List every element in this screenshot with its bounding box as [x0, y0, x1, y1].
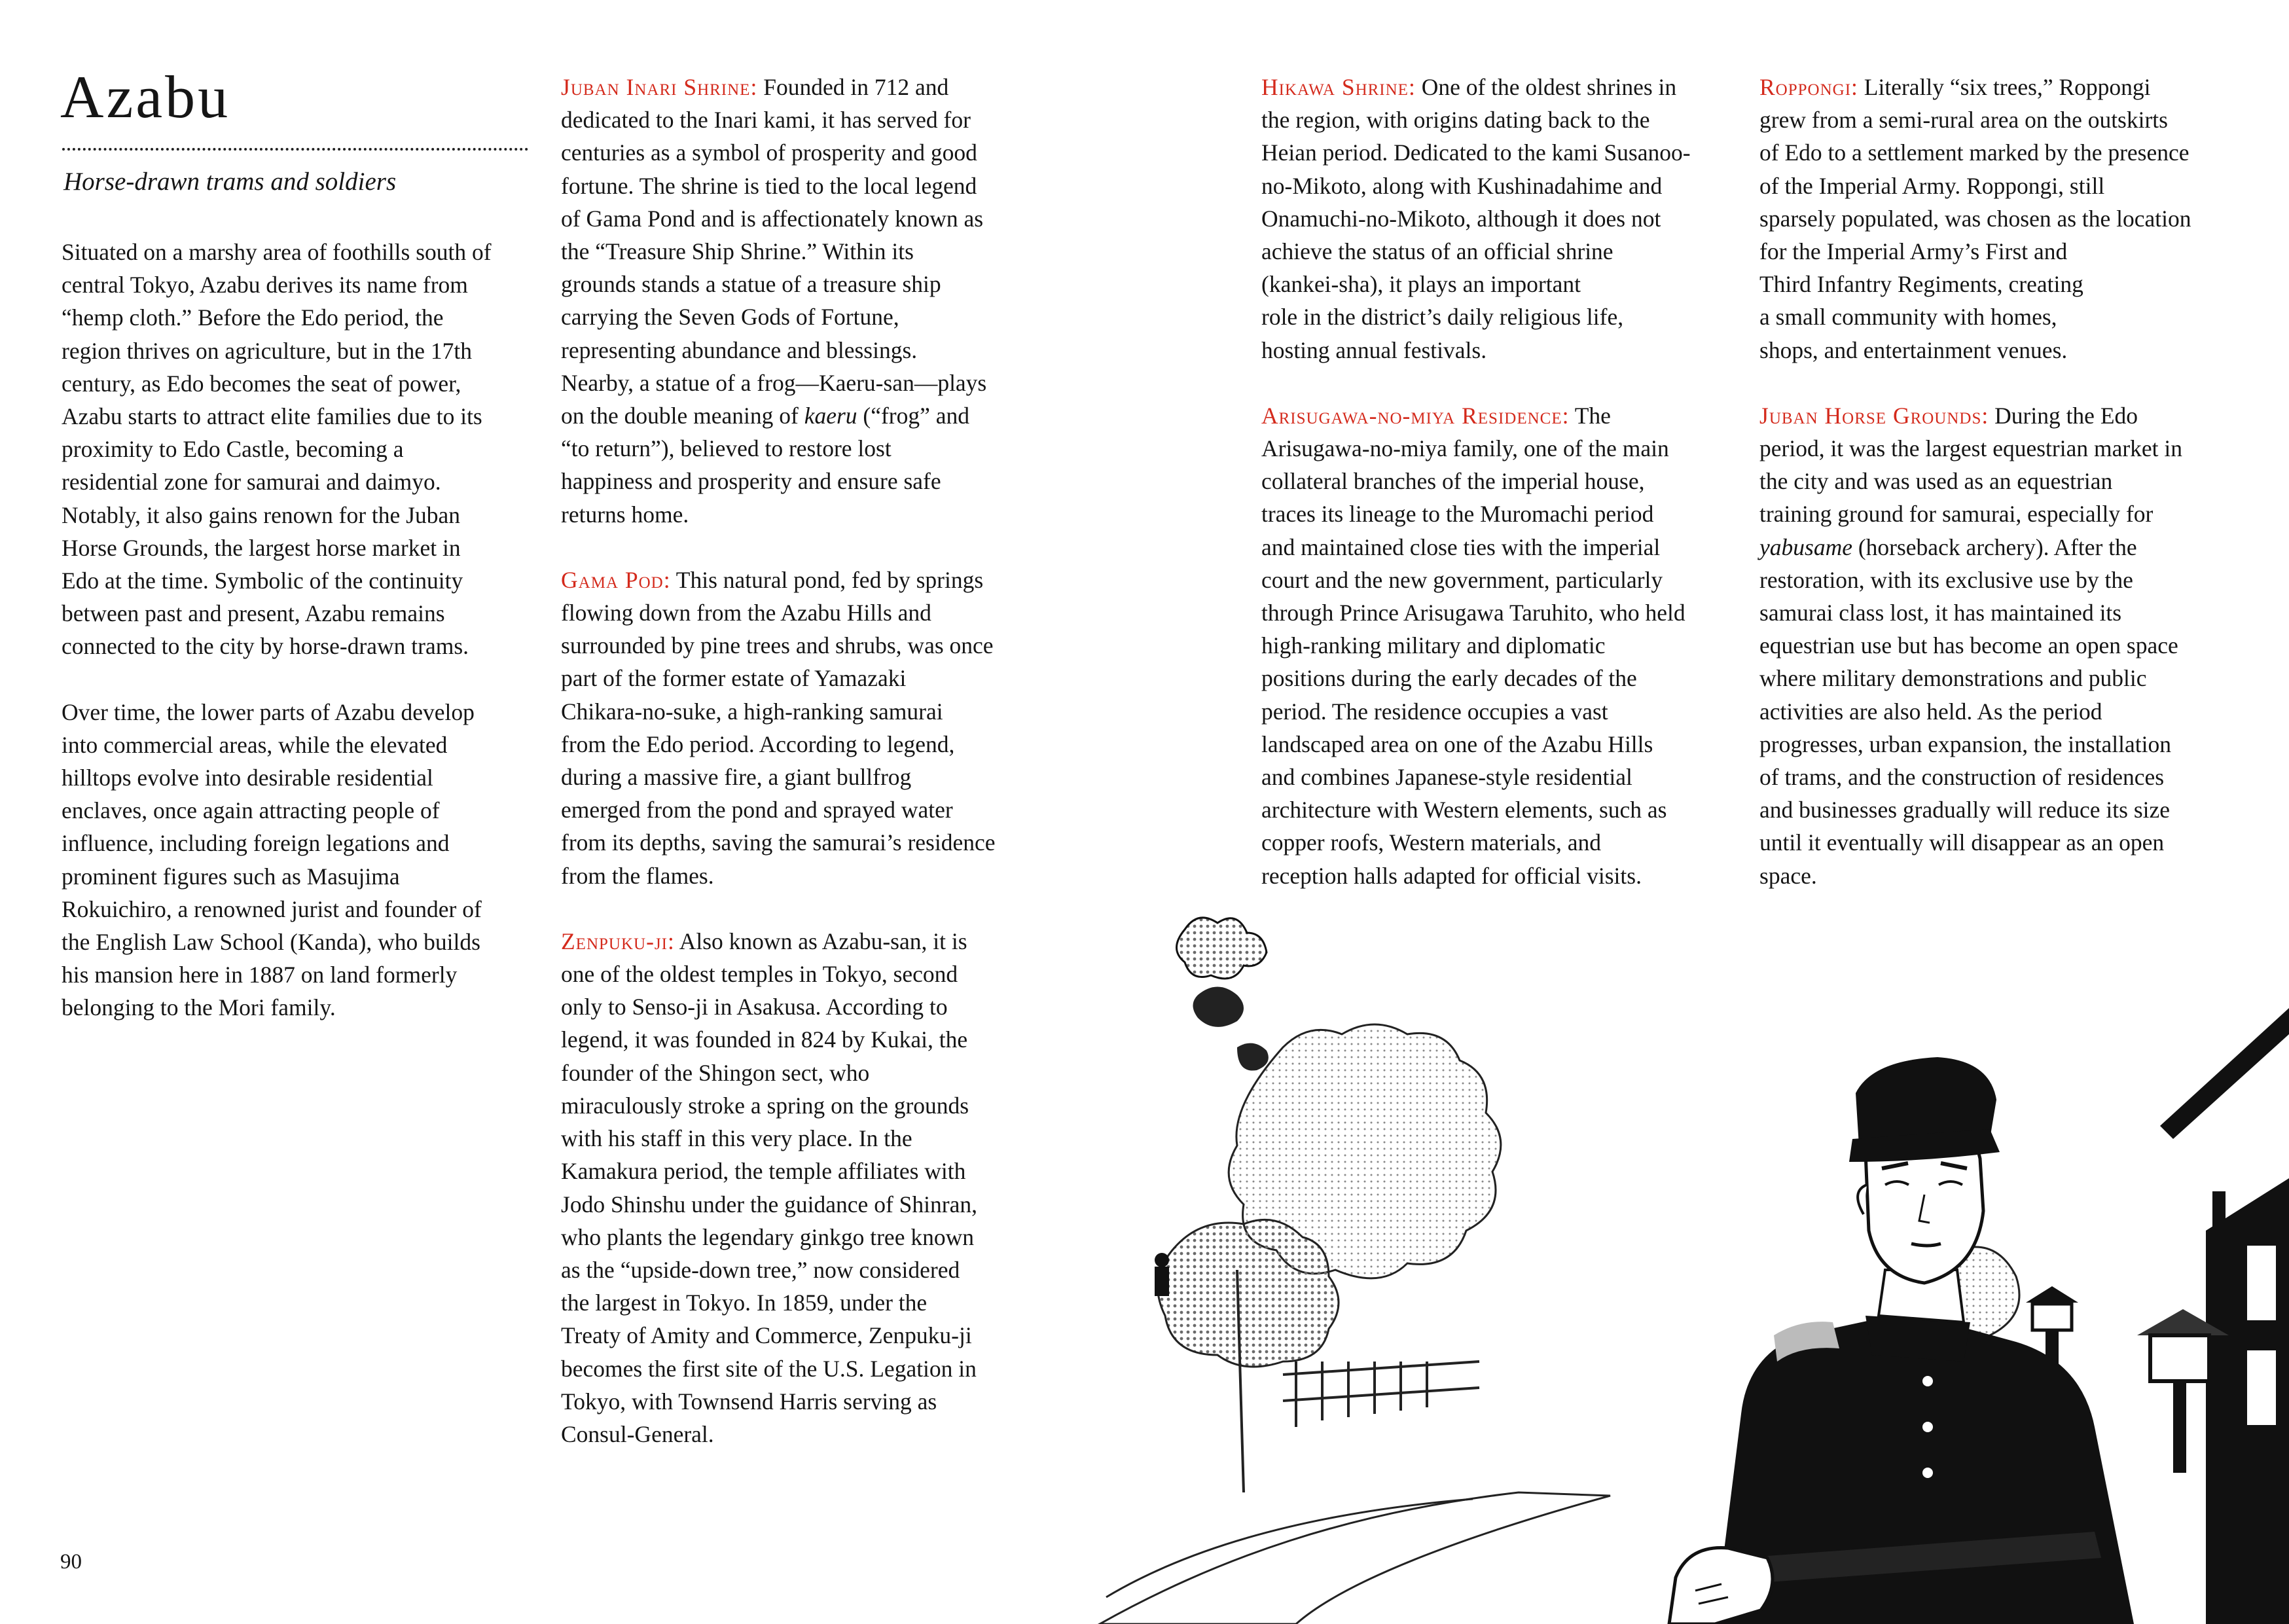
section-juban-inari-shrine: Juban Inari Shrine: Founded in 712 and dedicated to the Inari kami, it has served for centuries as a symbol of prosperity and good fortune. The shrine is tied to the local legend of Gama Pond and is affectionately known as the “Treasure Ship Shrine.” Within its grounds stands a statue of a treasure ship carrying the Seven Gods of Fortune, representing abundance and blessings. Nearby, a statue of a frog—Kaeru-san—plays on the double meaning of kaeru (“frog” and “to return”), believed to restore lost happiness and prosperity and ensure safe returns home. [561, 71, 1039, 531]
text-line: Consul-General. [561, 1420, 714, 1447]
text-line: and businesses gradually will reduce its size [1759, 797, 2171, 823]
section-heading: Roppongi: [1759, 74, 1858, 100]
text-line: the city and was used as an equestrian [1759, 468, 2113, 495]
text-line: with his staff in this very place. In the [561, 1125, 912, 1152]
text-line: the largest in Tokyo. In 1859, under the [561, 1290, 928, 1316]
text-line: Edo at the time. Symbolic of the continuity [62, 568, 463, 594]
text-line: a small community with homes, [1759, 304, 2057, 331]
page-title: Azabu [60, 63, 231, 130]
text-line: training ground for samurai, especially for [1759, 501, 2154, 528]
text-line: Onamuchi-no-Mikoto, although it does not [1261, 205, 1661, 232]
text-line: copper roofs, Western materials, and [1261, 829, 1601, 856]
text-line: shops, and entertainment venues. [1759, 336, 2068, 363]
text-line: only to Senso-ji in Asakusa. According to [561, 994, 948, 1020]
section-juban-horse-grounds: Juban Horse Grounds: During the Edo period, it was the largest equestrian market in the city and was used as an equestrian training ground for samurai, especially for yabusame (horseback archery). After the restoration, with its exclusive use by the samurai class lost, it has maintained its equestrian use but has become an open space where military demonstrations and public activities are also held. As the period progresses, urban expansion, the installation of trams, and the construction of residences and businesses gradually will reduce its size until it eventually will disappear as an open space. [1759, 399, 2257, 892]
text-line: during a massive fire, a giant bullfrog [561, 764, 912, 791]
text-line: into commercial areas, while the elevated [62, 731, 448, 758]
text-line: Tokyo, with Townsend Harris serving as [561, 1388, 937, 1415]
text-line: residential zone for samurai and daimyo. [62, 469, 441, 496]
text-line: landscaped area on one of the Azabu Hills [1261, 731, 1653, 757]
text-line: (kankei-sha), it plays an important [1261, 271, 1581, 298]
text-line: no-Mikoto, along with Kushinadahime and [1261, 172, 1663, 199]
text-line: reception halls adapted for official visits. [1261, 862, 1642, 889]
text-line: the English Law School (Kanda), who builds [62, 929, 480, 956]
section-gama-pod: Gama Pod: This natural pond, fed by springs flowing down from the Azabu Hills and surrounded by pine trees and shrubs, was once part of the former estate of Yamazaki Chikara-no-suke, a high-ranking samurai from the Edo period. According to legend, during a massive fire, a giant bullfrog emerged from the pond and sprayed water from its depths, saving the samurai’s residence from the flames. [561, 564, 1039, 892]
text-line: belonging to the Mori family. [62, 994, 336, 1021]
text-line: of Gama Pond and is affectionately known as [561, 205, 984, 232]
text-line: founder of the Shingon sect, who [561, 1059, 870, 1086]
text-line: from its depths, saving the samurai’s residence [561, 829, 996, 856]
text-line: central Tokyo, Azabu derives its name from [62, 272, 468, 298]
text-line: his mansion here in 1887 on land formerly [62, 962, 458, 988]
text-line: the region, with origins dating back to the [1261, 107, 1650, 134]
text-line: Jodo Shinshu under the guidance of Shinran, [561, 1191, 977, 1218]
text-line: centuries as a symbol of prosperity and good [561, 139, 977, 166]
text-line: on the double meaning of kaeru (“frog” and [561, 403, 970, 429]
sites-column-right [1759, 71, 2257, 892]
text-line: Kamakura period, the temple affiliates with [561, 1158, 966, 1185]
section-heading: Juban Inari Shrine: [561, 74, 758, 100]
text-line: Nearby, a statue of a frog—Kaeru-san—plays [561, 369, 987, 396]
text-line: “to return”), believed to restore lost [561, 435, 892, 462]
text-line: where military demonstrations and public [1759, 665, 2147, 692]
text-line: sparsely populated, was chosen as the location [1759, 205, 2191, 232]
text-line: period. The residence occupies a vast [1261, 698, 1608, 725]
page-subtitle: Horse-drawn trams and soldiers [63, 168, 397, 196]
text-line: legend, it was founded in 824 by Kukai, the [561, 1026, 968, 1053]
text-line: Notably, it also gains renown for the Juban [62, 501, 460, 528]
text-line: traces its lineage to the Muromachi period [1261, 501, 1654, 528]
text-line: period, it was the largest equestrian market in [1759, 435, 2183, 462]
sites-column-middle [1261, 71, 1746, 892]
text-line: connected to the city by horse-drawn trams. [62, 633, 469, 660]
text-line: the “Treasure Ship Shrine.” Within its [561, 238, 914, 265]
text-line: who plants the legendary ginkgo tree known [561, 1223, 974, 1250]
text-line: part of the former estate of Yamazaki [561, 665, 907, 692]
text-line: Chikara-no-suke, a high-ranking samurai [561, 698, 943, 725]
section-zenpuku-ji: Zenpuku-ji: Also known as Azabu-san, it is one of the oldest temples in Tokyo, second only to Senso-ji in Asakusa. According to legend, it was founded in 824 by Kukai, the founder of the Shingon sect, who miraculously stroke a spring on the grounds with his staff in this very place. In the Kamakura period, the temple affiliates with Jodo Shinshu under the guidance of Shinran, who plants the legendary ginkgo tree known as the “upside-down tree,” now considered the largest in Tokyo. In 1859, under the Treaty of Amity and Commerce, Zenpuku-ji becomes the first site of the U.S. Legation in Tokyo, with Townsend Harris serving as Consul-General. [561, 925, 1039, 1451]
road [1100, 1492, 1610, 1624]
text-line: “hemp cloth.” Before the Edo period, the [62, 304, 444, 331]
text-line: of Edo to a settlement marked by the presence [1759, 139, 2190, 166]
text-line: prominent figures such as Masujima [62, 863, 400, 890]
text-line: influence, including foreign legations and [62, 830, 450, 857]
text-line: carrying the Seven Gods of Fortune, [561, 304, 899, 331]
text-line: Over time, the lower parts of Azabu develop [62, 698, 475, 725]
text-line: Heian period. Dedicated to the kami Susanoo- [1261, 139, 1691, 166]
text-line: Third Infantry Regiments, creating [1759, 271, 2083, 298]
text-line: Treaty of Amity and Commerce, Zenpuku-ji [561, 1322, 972, 1349]
text-line: becomes the first site of the U.S. Legation in [561, 1355, 977, 1382]
text-line: dedicated to the Inari kami, it has served for [561, 107, 971, 134]
text-line: as the “upside-down tree,” now considered [561, 1256, 960, 1283]
intro-paragraph-1 [62, 236, 539, 663]
text-line: fortune. The shrine is tied to the local legend [561, 172, 977, 199]
text-line: hosting annual festivals. [1261, 336, 1487, 363]
section-heading: Arisugawa-no-miya Residence: [1261, 402, 1570, 429]
text-line: Horse Grounds, the largest horse market in [62, 534, 461, 561]
text-line: Arisugawa-no-miya family, one of the main [1261, 435, 1669, 462]
text-line: grounds stands a statue of a treasure ship [561, 271, 941, 298]
text-line: century, as Edo becomes the seat of power, [62, 370, 461, 397]
text-line: and maintained close ties with the imperial [1261, 533, 1661, 560]
distant-trees [1177, 918, 1269, 1071]
text-line: equestrian use but has become an open space [1759, 632, 2178, 659]
text-line: until it eventually will disappear as an open [1759, 829, 2165, 856]
text-line: enclaves, once again attracting people of [62, 797, 440, 824]
text-line: high-ranking military and diplomatic [1261, 632, 1606, 659]
text-line: space. [1759, 862, 1817, 889]
text-line: Azabu starts to attract elite families due to its [62, 403, 482, 430]
text-line: architecture with Western elements, such as [1261, 797, 1667, 823]
text-line: activities are also held. As the period [1759, 698, 2102, 725]
text-line: proximity to Edo Castle, becoming a [62, 436, 404, 463]
section-heading: Gama Pod: [561, 566, 671, 593]
text-line: of the Imperial Army. Roppongi, still [1759, 172, 2105, 199]
text-line: returns home. [561, 501, 689, 528]
text-line: one of the oldest temples in Tokyo, second [561, 961, 958, 988]
text-line: hilltops evolve into desirable residential [62, 765, 433, 791]
text-line: progresses, urban expansion, the installation [1759, 731, 2171, 757]
section-heading: Juban Horse Grounds: [1759, 402, 1989, 429]
text-line: flowing down from the Azabu Hills and [561, 600, 931, 626]
text-line: positions during the early decades of the [1261, 665, 1637, 692]
text-line: representing abundance and blessings. [561, 336, 918, 363]
section-arisugawa-residence: Arisugawa-no-miya Residence: The Arisugawa-no-miya family, one of the main collateral branches of the imperial house, traces its lineage to the Muromachi period and maintained close ties with the imperial court and the new government, particularly through Prince Arisugawa Taruhito, who held high-ranking military and diplomatic positions during the early decades of the period. The residence occupies a vast landscaped area on one of the Azabu Hills and combines Japanese-style residential architecture with Western elements, such as copper roofs, Western materials, and reception halls adapted for official visits. [1261, 399, 1746, 892]
text-line: Rokuichiro, a renowned jurist and founder of [62, 895, 482, 922]
text-line: samurai class lost, it has maintained its [1759, 600, 2122, 626]
text-line: emerged from the pond and sprayed water [561, 797, 953, 823]
text-line: court and the new government, particularly [1261, 566, 1663, 593]
text-line: collateral branches of the imperial house, [1261, 468, 1645, 495]
section-heading: Zenpuku-ji: [561, 928, 675, 954]
title-divider [62, 148, 528, 151]
page-number: 90 [60, 1550, 82, 1574]
text-line: yabusame (horseback archery). After the [1759, 533, 2137, 560]
text-line: restoration, with its exclusive use by the [1759, 566, 2133, 593]
text-line: of trams, and the construction of residences [1759, 764, 2165, 791]
text-line: from the flames. [561, 862, 714, 889]
text-line: surrounded by pine trees and shrubs, was once [561, 632, 994, 659]
text-line: for the Imperial Army’s First and [1759, 238, 2068, 265]
intro-column [62, 236, 539, 1024]
soldier-illustration [1021, 903, 2289, 1624]
tree-cluster [1155, 1024, 1501, 1367]
section-hikawa-shrine: Hikawa Shrine: One of the oldest shrines in the region, with origins dating back to the Heian period. Dedicated to the kami Susanoo- no-Mikoto, along with Kushinadahime and Onamuchi-no-Mikoto, although it does not achieve the status of an official shrine (kankei-sha), it plays an important role in the district’s daily religious life, hosting annual festivals. [1261, 71, 1746, 367]
sites-column-left [561, 71, 1039, 1451]
text-line: Situated on a marshy area of foothills south of [62, 239, 492, 265]
section-roppongi: Roppongi: Literally “six trees,” Roppongi grew from a semi-rural area on the outskirts of Edo to a settlement marked by the presence of the Imperial Army. Roppongi, still sparsely populated, was chosen as the location for the Imperial Army’s First and Third Infantry Regiments, creating a small community with homes, shops, and entertainment venues. [1759, 71, 2257, 367]
text-line: achieve the status of an official shrine [1261, 238, 1613, 265]
soldier-figure [1669, 1057, 2134, 1624]
intro-paragraph-2 [62, 696, 539, 1024]
text-line: and combines Japanese-style residential [1261, 764, 1632, 791]
text-line: through Prince Arisugawa Taruhito, who held [1261, 600, 1685, 626]
text-line: region thrives on agriculture, but in the 17th [62, 337, 473, 364]
text-line: grew from a semi-rural area on the outskirts [1759, 107, 2168, 134]
text-line: between past and present, Azabu remains [62, 600, 445, 627]
text-line: role in the district’s daily religious life, [1261, 304, 1624, 331]
section-heading: Hikawa Shrine: [1261, 74, 1416, 100]
text-line: from the Edo period. According to legend, [561, 731, 955, 757]
text-line: happiness and prosperity and ensure safe [561, 468, 941, 495]
text-line: miraculously stroke a spring on the grounds [561, 1092, 969, 1119]
